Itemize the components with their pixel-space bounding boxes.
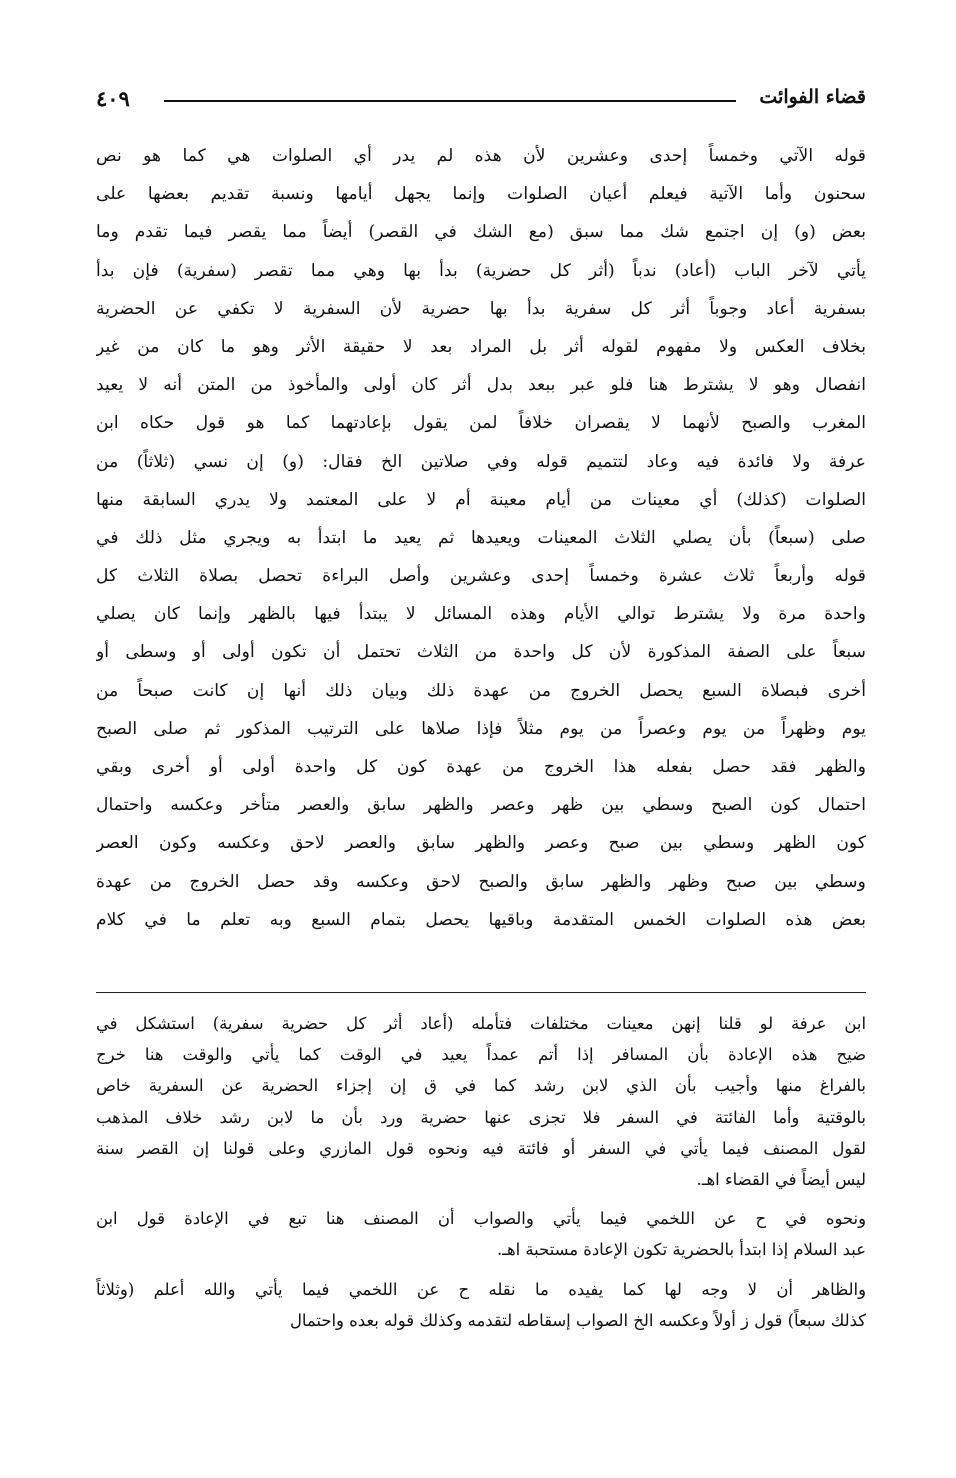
footnote-line: بالفراغ منها وأجيب بأن الذي لابن رشد كما في ق إن إجزاء الحضرية عن السفرية خاص bbox=[96, 1076, 866, 1096]
text-line: وسطي بين صبح وظهر والظهر سابق والصبح لاحق وعكسه وقد حصل الخروج من عهدة bbox=[96, 871, 866, 892]
footnote-paragraph bbox=[96, 1008, 866, 1195]
footnote-line: ونحوه في ح عن اللخمي فيما يأتي والصواب أن المصنف هنا تبع في الإعادة قول ابن bbox=[96, 1209, 866, 1229]
footnote-line: بالوقتية وأما الفائتة في السفر فلا تجزى عنها حضرية ورد بأن ما لابن رشد خلاف المذهب bbox=[96, 1107, 866, 1127]
footnote-line: والظاهر أن لا وجه لها كما يفيده ما نقله ح عن اللخمي فيما يأتي والله أعلم (وثلاثاً bbox=[96, 1279, 866, 1299]
text-line: أخرى فبصلاة السبع يحصل الخروج من عهدة ذلك وبيان ذلك أنها إن كانت صبحاً من bbox=[96, 680, 866, 701]
text-line: سحنون وأما الآتية فيعلم أعيان الصلوات وإنما يجهل أيامها ونسبة تقديم بعضها على bbox=[96, 184, 866, 205]
running-header bbox=[96, 84, 866, 114]
footnote-line: ضيح هذه الإعادة بأن المسافر إذا أتم عمداً يعيد في الوقت كما يأتي والوقت هنا خرج bbox=[96, 1045, 866, 1065]
main-text bbox=[96, 137, 866, 939]
footnote-line: ابن عرفة لو قلنا إنهن معينات مختلفات فتأمله (أعاد أثر كل حضرية سفرية) استشكل في bbox=[96, 1014, 866, 1033]
footnote-separator bbox=[96, 992, 866, 993]
text-line: والظهر فقد حصل بفعله هذا الخروج من عهدة كون كل واحدة أولى أو أخرى وبقي bbox=[96, 757, 866, 777]
text-line: صلى (سبعاً) بأن يصلي الثلاث المعينات ويعيدها ثم يعيد ما ابتدأ به ويجري مثل ذلك في bbox=[96, 527, 866, 548]
footnote-line: ليس أيضاً في القضاء اهـ. bbox=[696, 1169, 866, 1189]
text-line: سبعاً على الصفة المذكورة لأن كل واحدة من الثلاث تحتمل أن تكون أولى أو وسطى أو bbox=[96, 642, 866, 663]
text-line: انفصال وهو لا يشترط هنا فلو عبر ببعد بدل أثر كان أولى والمأخوذ من المتن أنه لا يعيد bbox=[96, 375, 866, 396]
text-line: المغرب والصبح لأنهما لا يقصران خلافاً لمن يقول بإعادتهما كما هو قول حكاه ابن bbox=[96, 413, 866, 434]
text-line: الصلوات (كذلك) أي معينات من أيام معينة أم لا على المعتمد ولا يدري السابقة منها bbox=[96, 489, 866, 510]
page-number: ٤٠٩ bbox=[96, 86, 130, 111]
text-line: قوله وأربعاً ثلاث عشرة وخمساً إحدى وعشرين وأصل البراءة تحصل بصلاة الثلاث كل bbox=[96, 566, 866, 587]
text-line: واحدة مرة ولا يشترط توالي الأيام وهذه المسائل لا يبتدأ فيها بالظهر وإنما كان يصلي bbox=[96, 604, 866, 625]
chapter-title: قضاء الفوائت bbox=[759, 86, 866, 108]
footnote-paragraph bbox=[96, 1203, 866, 1265]
text-line: بسفرية أعاد وجوباً أثر كل سفرية بدأ بها حضرية لأن السفرية لا تكفي عن الحضرية bbox=[96, 298, 866, 319]
footnotes bbox=[96, 1008, 866, 1344]
footnote-line: عبد السلام إذا ابتدأ بالحضرية تكون الإعادة مستحبة اهـ. bbox=[496, 1240, 866, 1260]
text-line: قوله الآتي وخمساً إحدى وعشرين لأن هذه لم يدر أي الصلوات هي كما هو نص bbox=[96, 146, 866, 166]
text-line: يأتي لآخر الباب (أعاد) ندباً (أثر كل حضرية) بدأ بها وهي مما تقصر (سفرية) فإن بدأ bbox=[96, 260, 866, 281]
text-line: بعض (و) إن اجتمع شك مما سبق (مع الشك في القصر) أيضاً مما يقصر فيما تقدم وما bbox=[96, 222, 866, 243]
footnote-paragraph bbox=[96, 1274, 866, 1336]
text-line: بعض هذه الصلوات الخمس المتقدمة وباقيها يحصل بتمام السبع وبه تعلم ما في كلام bbox=[96, 909, 866, 930]
text-line: كون الظهر وسطي بين صبح وعصر والظهر سابق والعصر لاحق وعكسه وكون العصر bbox=[96, 833, 866, 854]
footnote-line: لقول المصنف فيما يأتي في السفر أو فائتة فيه ونحوه قول المازري وعلى قولنا إن القصر سنة bbox=[96, 1138, 866, 1158]
footnote-line: كذلك سبعاً) قول ز أولاً وعكسه الخ الصواب إسقاطه لتقدمه وكذلك قوله بعده واحتمال bbox=[290, 1310, 866, 1330]
text-line: يوم وظهراً من يوم وعصراً من يوم مثلاً فإذا صلاها على الترتيب المذكور ثم صلى الصبح bbox=[96, 718, 866, 739]
text-line: احتمال كون الصبح وسطي بين ظهر وعصر والظهر سابق والعصر متأخر وعكسه واحتمال bbox=[96, 795, 866, 816]
text-line: عرفة ولا فائدة فيه وعاد لتتميم قوله وفي صلاتين الخ فقال: (و) إن نسي (ثلاثاً) من bbox=[96, 451, 866, 472]
header-rule bbox=[164, 100, 736, 102]
text-line: بخلاف العكس ولا مفهوم لقوله أثر بل المراد بعد لا حقيقة الأثر وهو ما كان من غير bbox=[96, 336, 866, 357]
